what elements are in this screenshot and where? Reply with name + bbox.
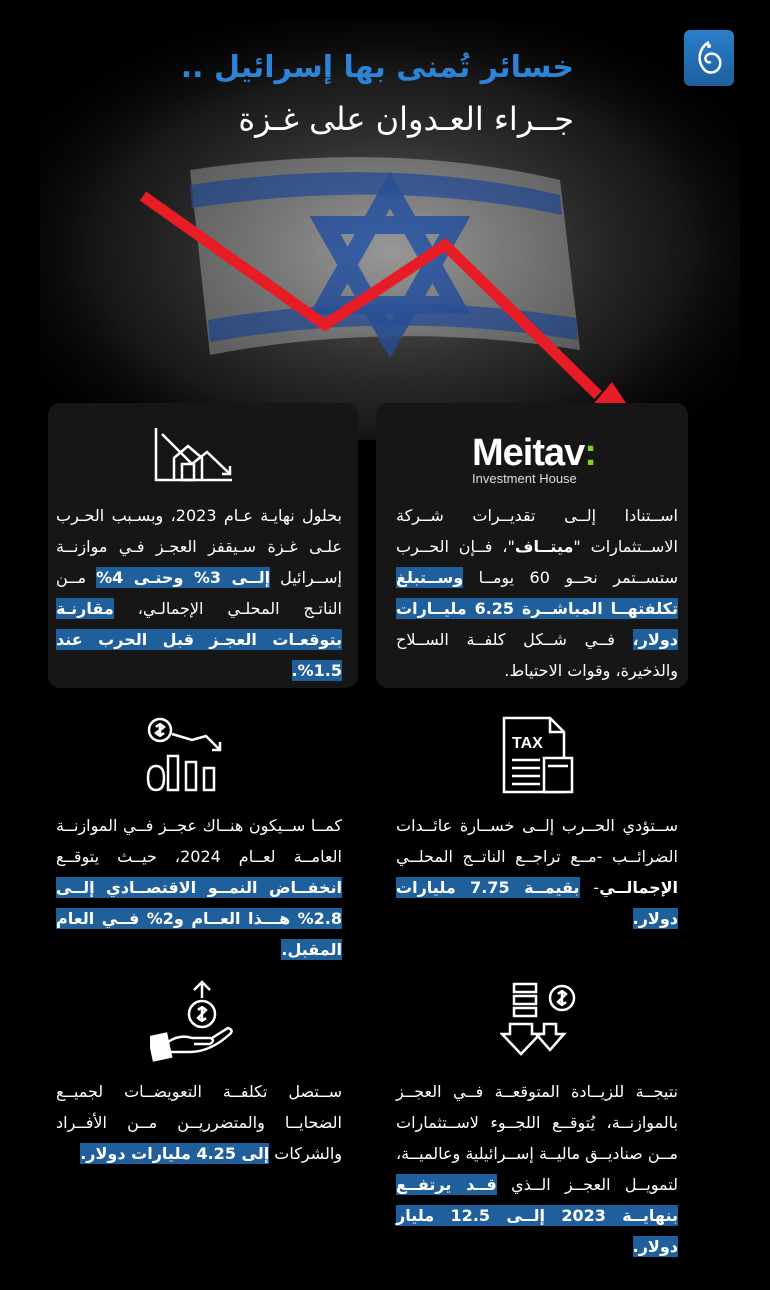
- meitav-colon: :: [584, 432, 596, 474]
- meitav-subtitle: Investment House: [472, 471, 577, 486]
- svg-text:TAX: TAX: [512, 735, 543, 752]
- hand-money-bag-icon: [150, 978, 236, 1062]
- section-tax-text: ســتؤدي الحــرب إلــى خســارة عائــدات الضرائــب -مــع تراجــع الناتــج المحلــي الإجمالــي- بقيمــة 7.75 مليارات دولار.: [396, 816, 678, 928]
- al-jazeera-logo-icon: [691, 38, 727, 78]
- finance-flow-icon: [500, 980, 580, 1060]
- section-budget-2024-text: كمــا ســيكون هنــاك عجــز فــي الموازنــة العامــة لعــام 2024، حيــث يتوقــع انخفــاض النمــو الاقتصــادي إلــى 2.8% هـــذا العــام و2% فــي العام المقبل.: [56, 816, 342, 959]
- meitav-logo: [472, 432, 596, 486]
- title-line-1: خسائر تُمنى بها إسرائيل ..: [180, 50, 574, 85]
- falling-house-chart-icon: [152, 424, 236, 484]
- money-falling-bars-icon: [146, 716, 228, 796]
- tax-calculator-icon: [500, 714, 576, 796]
- meitav-name: Meitav: [472, 432, 585, 474]
- section-compensation-text: ســتصل تكلفــة التعويضــات لجميــع الضحايــا والمتضرريــن مــن الأفــراد والشركات إلى 4.25 مليارات دولار.: [56, 1082, 342, 1163]
- al-jazeera-logo: [684, 30, 734, 86]
- section-deficit-text: بحلول نهايـة عـام 2023، وبسـبب الحـرب علـى غـزة سـيقفز العجـز فـي موازنــة إســرائيل إلــى 3% وحتـى 4% مــن الناتـج المحلـي الإجمالـي، مقارنـة بتوقعـات العجـز قبل الحرب عند 1.5%.: [56, 506, 342, 680]
- section-meitav-text: اســتنادا إلــى تقديــرات شــركة الاســتثمارات "ميتــاف"، فــإن الحــرب ستســتمر نحــو 60 يومــا وســتبلغ تكلفتهــا المباشــرة 6.25 مليــارات دولار، فــي شــكل كلفــة الســلاح والذخيرة، وقوات الاحتياط.: [396, 506, 678, 680]
- title-line-2: جــراء العـدوان على غـزة: [238, 100, 574, 138]
- section-financing-text: نتيجــة للزيــادة المتوقعــة فــي العجــز بالموازنــة، يُتوقــع اللجــوء لاســتثمارات مــن صناديــق ماليــة إســرائيلية وعالميــة، لتمويــل العجــز الــذي قــد يرتفــع بنهايــة 2023 إلــى 12.5 مليار دولار.: [396, 1082, 678, 1256]
